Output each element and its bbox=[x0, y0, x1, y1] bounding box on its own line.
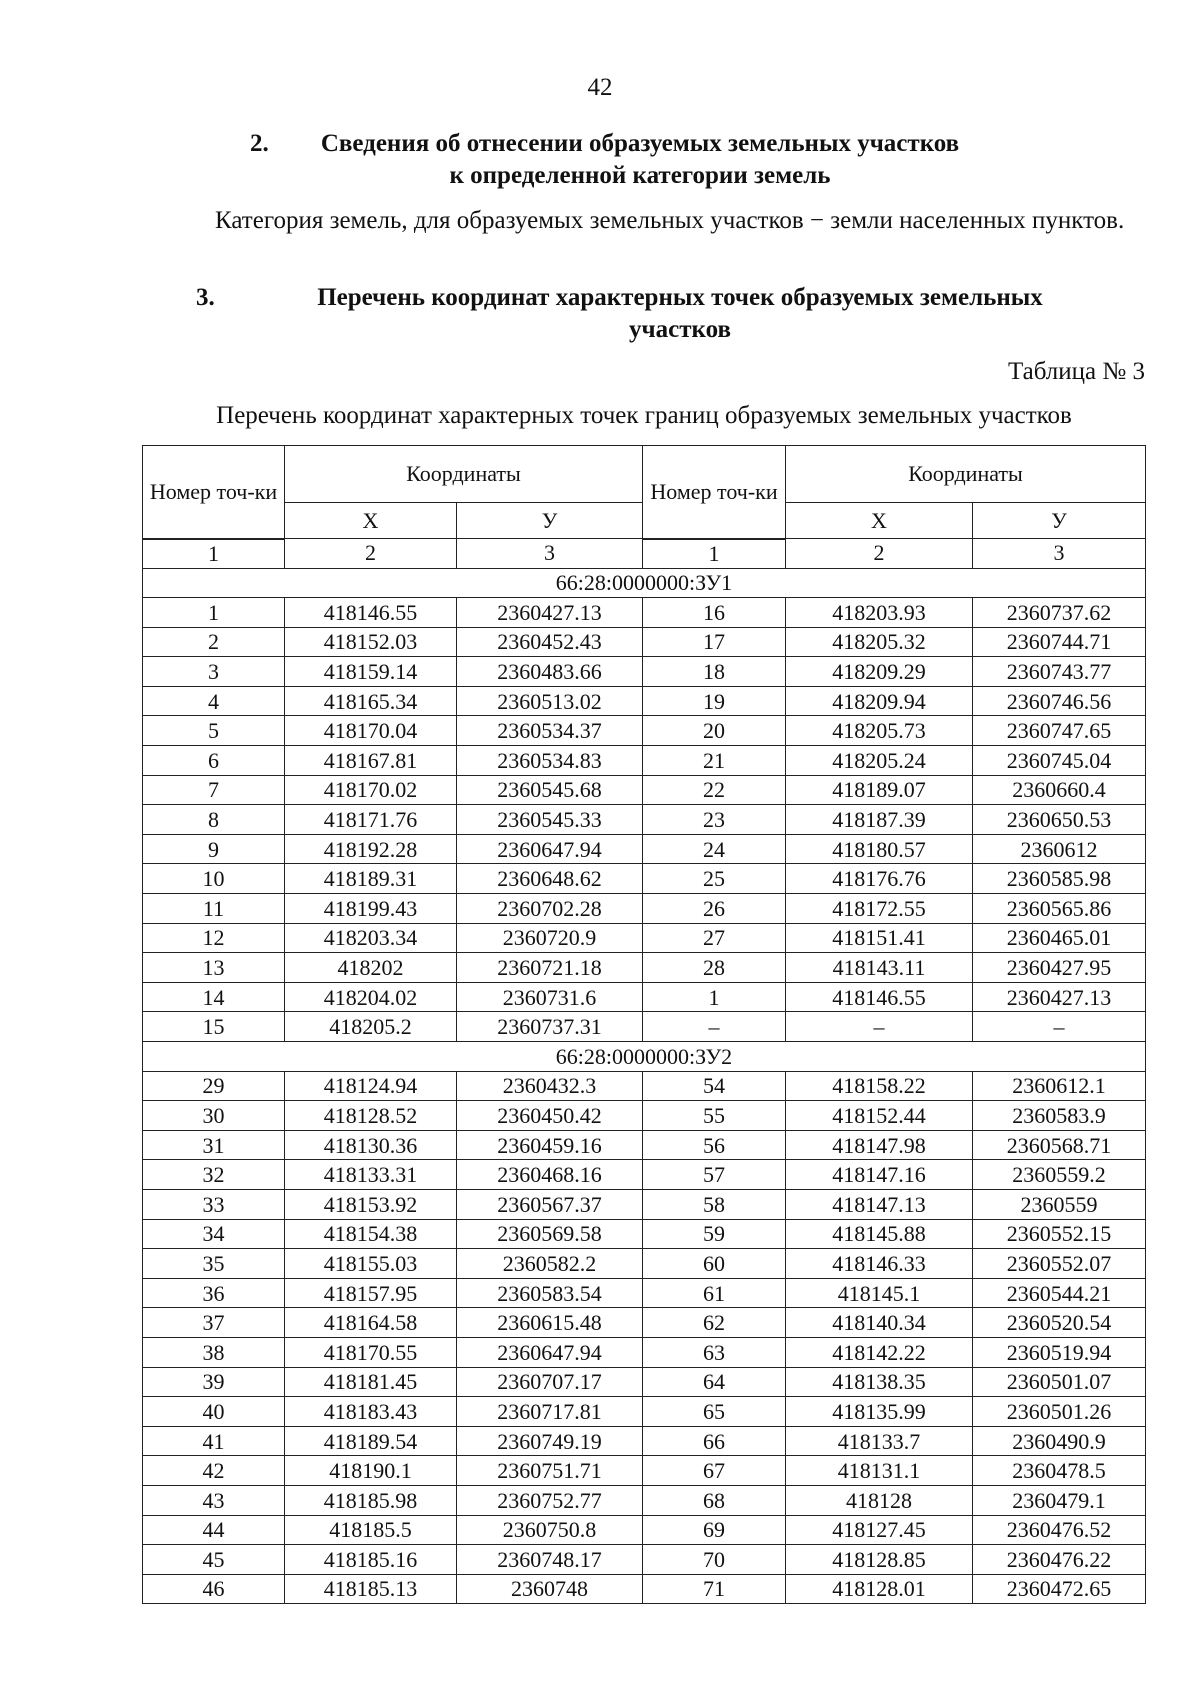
point-number-cell: 1 bbox=[643, 982, 786, 1012]
y-coordinate-cell: 2360569.58 bbox=[457, 1219, 643, 1249]
y-coordinate-cell: 2360720.9 bbox=[457, 923, 643, 953]
table-row bbox=[143, 598, 1146, 628]
section-3-title-line1: Перечень координат характерных точек образуемых земельных bbox=[317, 284, 1043, 311]
column-number: 3 bbox=[973, 539, 1146, 569]
point-number-cell: 24 bbox=[643, 834, 786, 864]
y-coordinate-cell: 2360545.33 bbox=[457, 805, 643, 835]
y-coordinate-cell: 2360737.31 bbox=[457, 1012, 643, 1042]
x-coordinate-cell: 418165.34 bbox=[285, 686, 457, 716]
y-coordinate-cell: 2360472.65 bbox=[973, 1574, 1146, 1604]
y-coordinate-cell: 2360582.2 bbox=[457, 1249, 643, 1279]
y-coordinate-cell: 2360501.26 bbox=[973, 1397, 1146, 1427]
point-number-cell: 31 bbox=[143, 1130, 285, 1160]
table-row bbox=[143, 657, 1146, 687]
y-coordinate-cell: 2360707.17 bbox=[457, 1367, 643, 1397]
coordinates-table bbox=[142, 445, 1146, 1604]
point-number-cell: 18 bbox=[643, 657, 786, 687]
table-row bbox=[143, 1189, 1146, 1219]
parcel-section-row bbox=[143, 1042, 1146, 1072]
x-coordinate-cell: 418209.94 bbox=[786, 686, 973, 716]
header-point-number-2: Номер точ-ки bbox=[643, 446, 786, 539]
table-row bbox=[143, 805, 1146, 835]
table-caption: Перечень координат характерных точек границ образуемых земельных участков bbox=[216, 402, 1072, 429]
point-number-cell: 10 bbox=[143, 864, 285, 894]
y-coordinate-cell: 2360745.04 bbox=[973, 746, 1146, 776]
y-coordinate-cell: 2360568.71 bbox=[973, 1130, 1146, 1160]
x-coordinate-cell: – bbox=[786, 1012, 973, 1042]
section-2-number: 2. bbox=[250, 130, 269, 157]
point-number-cell: 2 bbox=[143, 627, 285, 657]
point-number-cell: 40 bbox=[143, 1397, 285, 1427]
table-row bbox=[143, 746, 1146, 776]
point-number-cell: – bbox=[643, 1012, 786, 1042]
column-number: 2 bbox=[786, 539, 973, 569]
point-number-cell: 1 bbox=[143, 598, 285, 628]
x-coordinate-cell: 418185.16 bbox=[285, 1545, 457, 1575]
y-coordinate-cell: 2360717.81 bbox=[457, 1397, 643, 1427]
x-coordinate-cell: 418185.13 bbox=[285, 1574, 457, 1604]
x-coordinate-cell: 418143.11 bbox=[786, 953, 973, 983]
x-coordinate-cell: 418203.34 bbox=[285, 923, 457, 953]
header-x-2: Х bbox=[786, 503, 973, 539]
y-coordinate-cell: 2360567.37 bbox=[457, 1189, 643, 1219]
y-coordinate-cell: 2360565.86 bbox=[973, 894, 1146, 924]
y-coordinate-cell: 2360479.1 bbox=[973, 1485, 1146, 1515]
y-coordinate-cell: 2360585.98 bbox=[973, 864, 1146, 894]
x-coordinate-cell: 418183.43 bbox=[285, 1397, 457, 1427]
table-row bbox=[143, 1130, 1146, 1160]
x-coordinate-cell: 418170.02 bbox=[285, 775, 457, 805]
point-number-cell: 8 bbox=[143, 805, 285, 835]
table-row bbox=[143, 923, 1146, 953]
point-number-cell: 65 bbox=[643, 1397, 786, 1427]
y-coordinate-cell: 2360452.43 bbox=[457, 627, 643, 657]
x-coordinate-cell: 418205.24 bbox=[786, 746, 973, 776]
y-coordinate-cell: 2360534.83 bbox=[457, 746, 643, 776]
point-number-cell: 27 bbox=[643, 923, 786, 953]
y-coordinate-cell: 2360459.16 bbox=[457, 1130, 643, 1160]
table-row bbox=[143, 864, 1146, 894]
table-row bbox=[143, 1308, 1146, 1338]
x-coordinate-cell: 418145.1 bbox=[786, 1278, 973, 1308]
point-number-cell: 9 bbox=[143, 834, 285, 864]
table-row bbox=[143, 1071, 1146, 1101]
column-number: 1 bbox=[643, 539, 786, 569]
y-coordinate-cell: 2360427.13 bbox=[457, 598, 643, 628]
y-coordinate-cell: 2360751.71 bbox=[457, 1456, 643, 1486]
point-number-cell: 17 bbox=[643, 627, 786, 657]
point-number-cell: 57 bbox=[643, 1160, 786, 1190]
point-number-cell: 26 bbox=[643, 894, 786, 924]
point-number-cell: 3 bbox=[143, 657, 285, 687]
x-coordinate-cell: 418151.41 bbox=[786, 923, 973, 953]
y-coordinate-cell: 2360748 bbox=[457, 1574, 643, 1604]
table-row bbox=[143, 1485, 1146, 1515]
point-number-cell: 29 bbox=[143, 1071, 285, 1101]
table-body bbox=[143, 539, 1146, 1604]
section-3-number: 3. bbox=[196, 284, 215, 311]
y-coordinate-cell: 2360519.94 bbox=[973, 1337, 1146, 1367]
point-number-cell: 55 bbox=[643, 1101, 786, 1131]
point-number-cell: 32 bbox=[143, 1160, 285, 1190]
table-row bbox=[143, 1456, 1146, 1486]
x-coordinate-cell: 418157.95 bbox=[285, 1278, 457, 1308]
point-number-cell: 21 bbox=[643, 746, 786, 776]
table-row bbox=[143, 1426, 1146, 1456]
y-coordinate-cell: 2360583.9 bbox=[973, 1101, 1146, 1131]
point-number-cell: 33 bbox=[143, 1189, 285, 1219]
table-row bbox=[143, 1160, 1146, 1190]
y-coordinate-cell: 2360432.3 bbox=[457, 1071, 643, 1101]
y-coordinate-cell: 2360731.6 bbox=[457, 982, 643, 1012]
x-coordinate-cell: 418171.76 bbox=[285, 805, 457, 835]
y-coordinate-cell: 2360737.62 bbox=[973, 598, 1146, 628]
point-number-cell: 15 bbox=[143, 1012, 285, 1042]
x-coordinate-cell: 418202 bbox=[285, 953, 457, 983]
point-number-cell: 43 bbox=[143, 1485, 285, 1515]
point-number-cell: 35 bbox=[143, 1249, 285, 1279]
table-row bbox=[143, 834, 1146, 864]
y-coordinate-cell: 2360583.54 bbox=[457, 1278, 643, 1308]
land-category-paragraph: Категория земель, для образуемых земельных участков − земли населенных пунктов. bbox=[215, 207, 1125, 234]
x-coordinate-cell: 418159.14 bbox=[285, 657, 457, 687]
x-coordinate-cell: 418147.13 bbox=[786, 1189, 973, 1219]
column-numbers-row bbox=[143, 539, 1146, 569]
table-row bbox=[143, 953, 1146, 983]
point-number-cell: 7 bbox=[143, 775, 285, 805]
y-coordinate-cell: 2360559 bbox=[973, 1189, 1146, 1219]
x-coordinate-cell: 418209.29 bbox=[786, 657, 973, 687]
point-number-cell: 16 bbox=[643, 598, 786, 628]
y-coordinate-cell: 2360721.18 bbox=[457, 953, 643, 983]
x-coordinate-cell: 418145.88 bbox=[786, 1219, 973, 1249]
x-coordinate-cell: 418205.2 bbox=[285, 1012, 457, 1042]
point-number-cell: 58 bbox=[643, 1189, 786, 1219]
point-number-cell: 19 bbox=[643, 686, 786, 716]
table-label: Таблица № 3 bbox=[1007, 358, 1145, 385]
x-coordinate-cell: 418140.34 bbox=[786, 1308, 973, 1338]
y-coordinate-cell: 2360483.66 bbox=[457, 657, 643, 687]
x-coordinate-cell: 418190.1 bbox=[285, 1456, 457, 1486]
x-coordinate-cell: 418176.76 bbox=[786, 864, 973, 894]
x-coordinate-cell: 418146.55 bbox=[786, 982, 973, 1012]
point-number-cell: 67 bbox=[643, 1456, 786, 1486]
section-2-heading bbox=[150, 128, 1150, 192]
point-number-cell: 56 bbox=[643, 1130, 786, 1160]
section-3-title-line2: участков bbox=[629, 316, 731, 343]
point-number-cell: 63 bbox=[643, 1337, 786, 1367]
point-number-cell: 60 bbox=[643, 1249, 786, 1279]
point-number-cell: 54 bbox=[643, 1071, 786, 1101]
y-coordinate-cell: 2360750.8 bbox=[457, 1515, 643, 1545]
point-number-cell: 13 bbox=[143, 953, 285, 983]
header-y-2: У bbox=[973, 503, 1146, 539]
point-number-cell: 66 bbox=[643, 1426, 786, 1456]
y-coordinate-cell: 2360450.42 bbox=[457, 1101, 643, 1131]
x-coordinate-cell: 418142.22 bbox=[786, 1337, 973, 1367]
y-coordinate-cell: 2360552.07 bbox=[973, 1249, 1146, 1279]
parcel-section-row bbox=[143, 568, 1146, 598]
y-coordinate-cell: 2360749.19 bbox=[457, 1426, 643, 1456]
x-coordinate-cell: 418131.1 bbox=[786, 1456, 973, 1486]
y-coordinate-cell: 2360743.77 bbox=[973, 657, 1146, 687]
point-number-cell: 14 bbox=[143, 982, 285, 1012]
x-coordinate-cell: 418147.16 bbox=[786, 1160, 973, 1190]
point-number-cell: 68 bbox=[643, 1485, 786, 1515]
table-row bbox=[143, 1397, 1146, 1427]
table-row bbox=[143, 1515, 1146, 1545]
section-2-title-line2: к определенной категории земель bbox=[449, 162, 831, 189]
x-coordinate-cell: 418152.44 bbox=[786, 1101, 973, 1131]
x-coordinate-cell: 418199.43 bbox=[285, 894, 457, 924]
point-number-cell: 39 bbox=[143, 1367, 285, 1397]
point-number-cell: 62 bbox=[643, 1308, 786, 1338]
table-row bbox=[143, 627, 1146, 657]
y-coordinate-cell: 2360648.62 bbox=[457, 864, 643, 894]
point-number-cell: 12 bbox=[143, 923, 285, 953]
y-coordinate-cell: 2360744.71 bbox=[973, 627, 1146, 657]
table-row bbox=[143, 1574, 1146, 1604]
table-row bbox=[143, 686, 1146, 716]
x-coordinate-cell: 418130.36 bbox=[285, 1130, 457, 1160]
point-number-cell: 25 bbox=[643, 864, 786, 894]
y-coordinate-cell: 2360534.37 bbox=[457, 716, 643, 746]
x-coordinate-cell: 418153.92 bbox=[285, 1189, 457, 1219]
table-row bbox=[143, 894, 1146, 924]
point-number-cell: 11 bbox=[143, 894, 285, 924]
table-row bbox=[143, 1101, 1146, 1131]
point-number-cell: 64 bbox=[643, 1367, 786, 1397]
x-coordinate-cell: 418172.55 bbox=[786, 894, 973, 924]
y-coordinate-cell: – bbox=[973, 1012, 1146, 1042]
y-coordinate-cell: 2360552.15 bbox=[973, 1219, 1146, 1249]
x-coordinate-cell: 418147.98 bbox=[786, 1130, 973, 1160]
y-coordinate-cell: 2360520.54 bbox=[973, 1308, 1146, 1338]
y-coordinate-cell: 2360490.9 bbox=[973, 1426, 1146, 1456]
column-number: 3 bbox=[457, 539, 643, 569]
point-number-cell: 71 bbox=[643, 1574, 786, 1604]
point-number-cell: 5 bbox=[143, 716, 285, 746]
header-x-1: Х bbox=[285, 503, 457, 539]
y-coordinate-cell: 2360746.56 bbox=[973, 686, 1146, 716]
table-row bbox=[143, 1249, 1146, 1279]
point-number-cell: 42 bbox=[143, 1456, 285, 1486]
table-row bbox=[143, 1012, 1146, 1042]
point-number-cell: 38 bbox=[143, 1337, 285, 1367]
table-row bbox=[143, 982, 1146, 1012]
x-coordinate-cell: 418133.31 bbox=[285, 1160, 457, 1190]
x-coordinate-cell: 418205.73 bbox=[786, 716, 973, 746]
point-number-cell: 61 bbox=[643, 1278, 786, 1308]
x-coordinate-cell: 418128.52 bbox=[285, 1101, 457, 1131]
parcel-id: 66:28:0000000:ЗУ1 bbox=[143, 568, 1146, 598]
x-coordinate-cell: 418185.98 bbox=[285, 1485, 457, 1515]
point-number-cell: 70 bbox=[643, 1545, 786, 1575]
y-coordinate-cell: 2360747.65 bbox=[973, 716, 1146, 746]
point-number-cell: 6 bbox=[143, 746, 285, 776]
section-2-title-line1: Сведения об отнесении образуемых земельных участков bbox=[320, 130, 960, 157]
x-coordinate-cell: 418127.45 bbox=[786, 1515, 973, 1545]
y-coordinate-cell: 2360612 bbox=[973, 834, 1146, 864]
header-point-number-1: Номер точ-ки bbox=[143, 446, 285, 539]
parcel-id: 66:28:0000000:ЗУ2 bbox=[143, 1042, 1146, 1072]
x-coordinate-cell: 418135.99 bbox=[786, 1397, 973, 1427]
x-coordinate-cell: 418170.55 bbox=[285, 1337, 457, 1367]
header-coordinates-2: Координаты bbox=[786, 446, 1146, 503]
table-row bbox=[143, 1545, 1146, 1575]
point-number-cell: 41 bbox=[143, 1426, 285, 1456]
table-row bbox=[143, 716, 1146, 746]
x-coordinate-cell: 418128.01 bbox=[786, 1574, 973, 1604]
point-number-cell: 45 bbox=[143, 1545, 285, 1575]
y-coordinate-cell: 2360427.95 bbox=[973, 953, 1146, 983]
x-coordinate-cell: 418164.58 bbox=[285, 1308, 457, 1338]
y-coordinate-cell: 2360465.01 bbox=[973, 923, 1146, 953]
point-number-cell: 20 bbox=[643, 716, 786, 746]
column-number: 1 bbox=[143, 539, 285, 569]
x-coordinate-cell: 418181.45 bbox=[285, 1367, 457, 1397]
y-coordinate-cell: 2360650.53 bbox=[973, 805, 1146, 835]
x-coordinate-cell: 418158.22 bbox=[786, 1071, 973, 1101]
y-coordinate-cell: 2360427.13 bbox=[973, 982, 1146, 1012]
point-number-cell: 69 bbox=[643, 1515, 786, 1545]
y-coordinate-cell: 2360545.68 bbox=[457, 775, 643, 805]
point-number-cell: 23 bbox=[643, 805, 786, 835]
table-row bbox=[143, 1337, 1146, 1367]
point-number-cell: 28 bbox=[643, 953, 786, 983]
x-coordinate-cell: 418192.28 bbox=[285, 834, 457, 864]
y-coordinate-cell: 2360752.77 bbox=[457, 1485, 643, 1515]
point-number-cell: 30 bbox=[143, 1101, 285, 1131]
y-coordinate-cell: 2360513.02 bbox=[457, 686, 643, 716]
y-coordinate-cell: 2360612.1 bbox=[973, 1071, 1146, 1101]
y-coordinate-cell: 2360476.52 bbox=[973, 1515, 1146, 1545]
point-number-cell: 37 bbox=[143, 1308, 285, 1338]
point-number-cell: 36 bbox=[143, 1278, 285, 1308]
point-number-cell: 59 bbox=[643, 1219, 786, 1249]
table-row bbox=[143, 1219, 1146, 1249]
x-coordinate-cell: 418203.93 bbox=[786, 598, 973, 628]
y-coordinate-cell: 2360615.48 bbox=[457, 1308, 643, 1338]
x-coordinate-cell: 418128.85 bbox=[786, 1545, 973, 1575]
x-coordinate-cell: 418155.03 bbox=[285, 1249, 457, 1279]
y-coordinate-cell: 2360748.17 bbox=[457, 1545, 643, 1575]
x-coordinate-cell: 418204.02 bbox=[285, 982, 457, 1012]
x-coordinate-cell: 418128 bbox=[786, 1485, 973, 1515]
y-coordinate-cell: 2360501.07 bbox=[973, 1367, 1146, 1397]
x-coordinate-cell: 418187.39 bbox=[786, 805, 973, 835]
table-row bbox=[143, 1367, 1146, 1397]
x-coordinate-cell: 418167.81 bbox=[285, 746, 457, 776]
table-row bbox=[143, 775, 1146, 805]
x-coordinate-cell: 418189.07 bbox=[786, 775, 973, 805]
x-coordinate-cell: 418124.94 bbox=[285, 1071, 457, 1101]
x-coordinate-cell: 418185.5 bbox=[285, 1515, 457, 1545]
y-coordinate-cell: 2360476.22 bbox=[973, 1545, 1146, 1575]
point-number-cell: 34 bbox=[143, 1219, 285, 1249]
x-coordinate-cell: 418154.38 bbox=[285, 1219, 457, 1249]
x-coordinate-cell: 418180.57 bbox=[786, 834, 973, 864]
x-coordinate-cell: 418205.32 bbox=[786, 627, 973, 657]
point-number-cell: 44 bbox=[143, 1515, 285, 1545]
x-coordinate-cell: 418170.04 bbox=[285, 716, 457, 746]
point-number-cell: 46 bbox=[143, 1574, 285, 1604]
x-coordinate-cell: 418146.55 bbox=[285, 598, 457, 628]
point-number-cell: 4 bbox=[143, 686, 285, 716]
y-coordinate-cell: 2360468.16 bbox=[457, 1160, 643, 1190]
page-number: 42 bbox=[587, 74, 613, 101]
point-number-cell: 22 bbox=[643, 775, 786, 805]
x-coordinate-cell: 418189.31 bbox=[285, 864, 457, 894]
column-number: 2 bbox=[285, 539, 457, 569]
y-coordinate-cell: 2360660.4 bbox=[973, 775, 1146, 805]
y-coordinate-cell: 2360647.94 bbox=[457, 834, 643, 864]
x-coordinate-cell: 418146.33 bbox=[786, 1249, 973, 1279]
table-row bbox=[143, 1278, 1146, 1308]
y-coordinate-cell: 2360478.5 bbox=[973, 1456, 1146, 1486]
y-coordinate-cell: 2360647.94 bbox=[457, 1337, 643, 1367]
y-coordinate-cell: 2360559.2 bbox=[973, 1160, 1146, 1190]
section-3-heading bbox=[150, 282, 1150, 346]
y-coordinate-cell: 2360544.21 bbox=[973, 1278, 1146, 1308]
header-y-1: У bbox=[457, 503, 643, 539]
y-coordinate-cell: 2360702.28 bbox=[457, 894, 643, 924]
x-coordinate-cell: 418152.03 bbox=[285, 627, 457, 657]
x-coordinate-cell: 418138.35 bbox=[786, 1367, 973, 1397]
x-coordinate-cell: 418133.7 bbox=[786, 1426, 973, 1456]
x-coordinate-cell: 418189.54 bbox=[285, 1426, 457, 1456]
header-coordinates-1: Координаты bbox=[285, 446, 643, 503]
